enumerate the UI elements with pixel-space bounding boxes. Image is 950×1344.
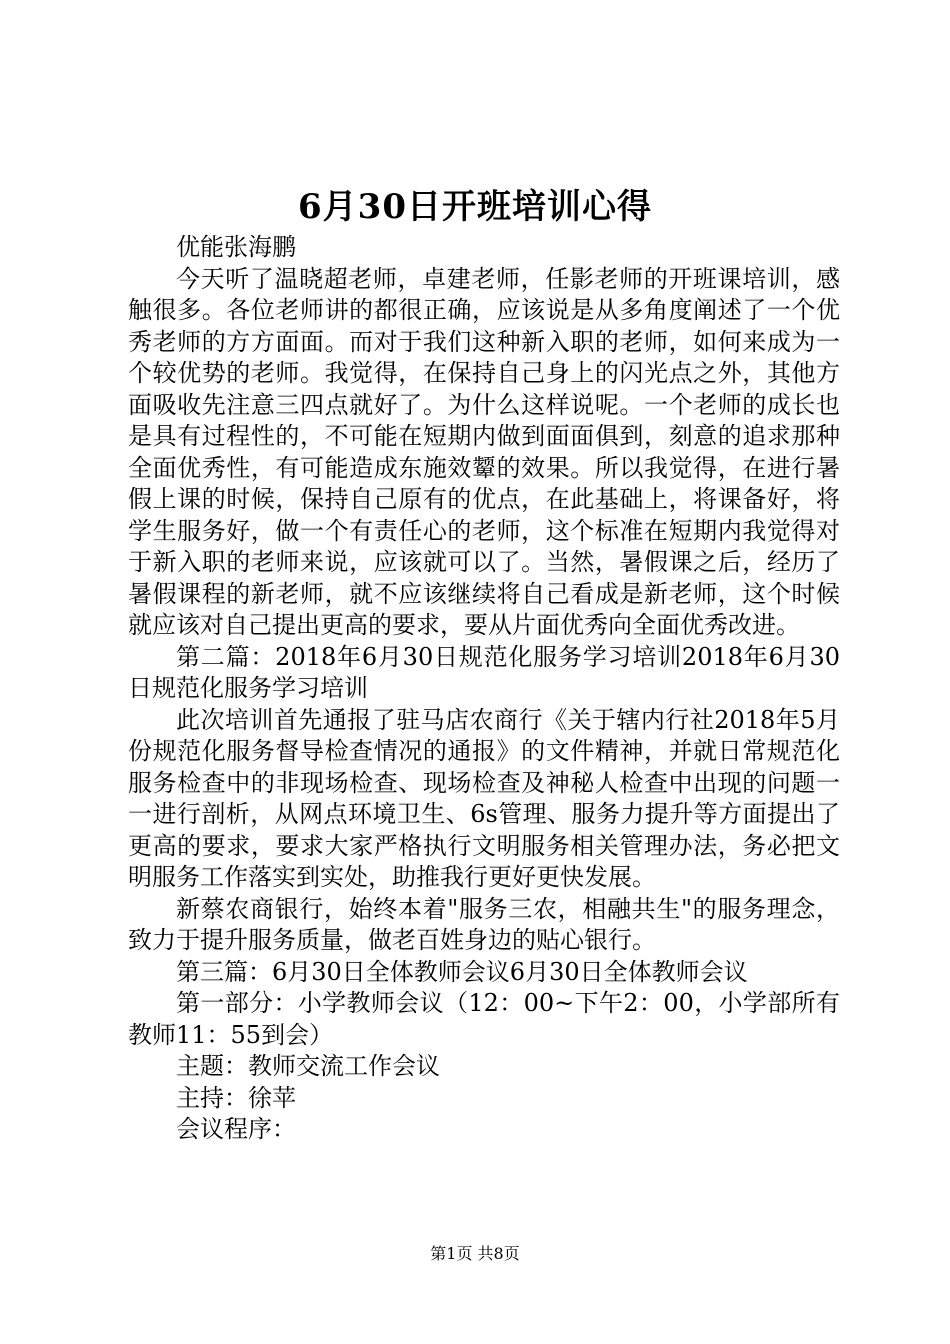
section-heading: 第二篇：2018年6月30日规范化服务学习培训2018年6月30日规范化服务学习培训 (128, 642, 840, 702)
author-line: 优能张海鹏 (176, 233, 296, 261)
body-paragraph: 今天听了温晓超老师，卓建老师，任影老师的开班课培训，感触很多。各位老师讲的都很正确，应该说是从多角度阐述了一个优秀老师的方方面面。而对于我们这种新入职的老师，如何来成为一个较优势的老师。我觉得，在保持自己身上的闪光点之外，其他方面吸收先注意三四点就好了。为什么这样说呢。一个老师的成长也是具有过程性的，不可能在短期内做到面面俱到，刻意的追求那种全面优秀性，有可能造成东施效颦的效果。所以我觉得，在进行暑假上课的时候，保持自己原有的优点，在此基础上，将课备好，将学生服务好，做一个有责任心的老师，这个标准在短期内我觉得对于新入职的老师来说，应该就可以了。当然，暑假课之后，经历了暑假课程的新老师，就不应该继续将自己看成是新老师，这个时候就应该对自己提出更高的要求，要从片面优秀向全面优秀改进。 (128, 264, 840, 639)
body-paragraph: 第一部分：小学教师会议（12：00~下午2：00，小学部所有教师11：55到会） (128, 989, 840, 1049)
section-heading: 第三篇：6月30日全体教师会议6月30日全体教师会议 (176, 957, 748, 986)
page-footer: 第1页 共8页 (430, 1244, 520, 1263)
document-title: 6月30日开班培训心得 (298, 187, 652, 227)
body-paragraph: 主持：徐苹 (176, 1083, 296, 1112)
body-paragraph: 此次培训首先通报了驻马店农商行《关于辖内行社2018年5月份规范化服务督导检查情况的通报》的文件精神，并就日常规范化服务检查中的非现场检查、现场检查及神秘人检查中出现的问题一一进行剖析，从网点环境卫生、6s管理、服务力提升等方面提出了更高的要求，要求大家严格执行文明服务相关管理办法，务必把文明服务工作落实到实处，助推我行更好更快发展。 (128, 705, 840, 891)
body-paragraph: 会议程序： (176, 1115, 296, 1143)
body-paragraph: 主题：教师交流工作会议 (176, 1052, 440, 1080)
body-paragraph: 新蔡农商银行，始终本着"服务三农，相融共生"的服务理念，致力于提升服务质量，做老百姓身边的贴心银行。 (128, 894, 840, 954)
document-body (128, 232, 840, 1146)
